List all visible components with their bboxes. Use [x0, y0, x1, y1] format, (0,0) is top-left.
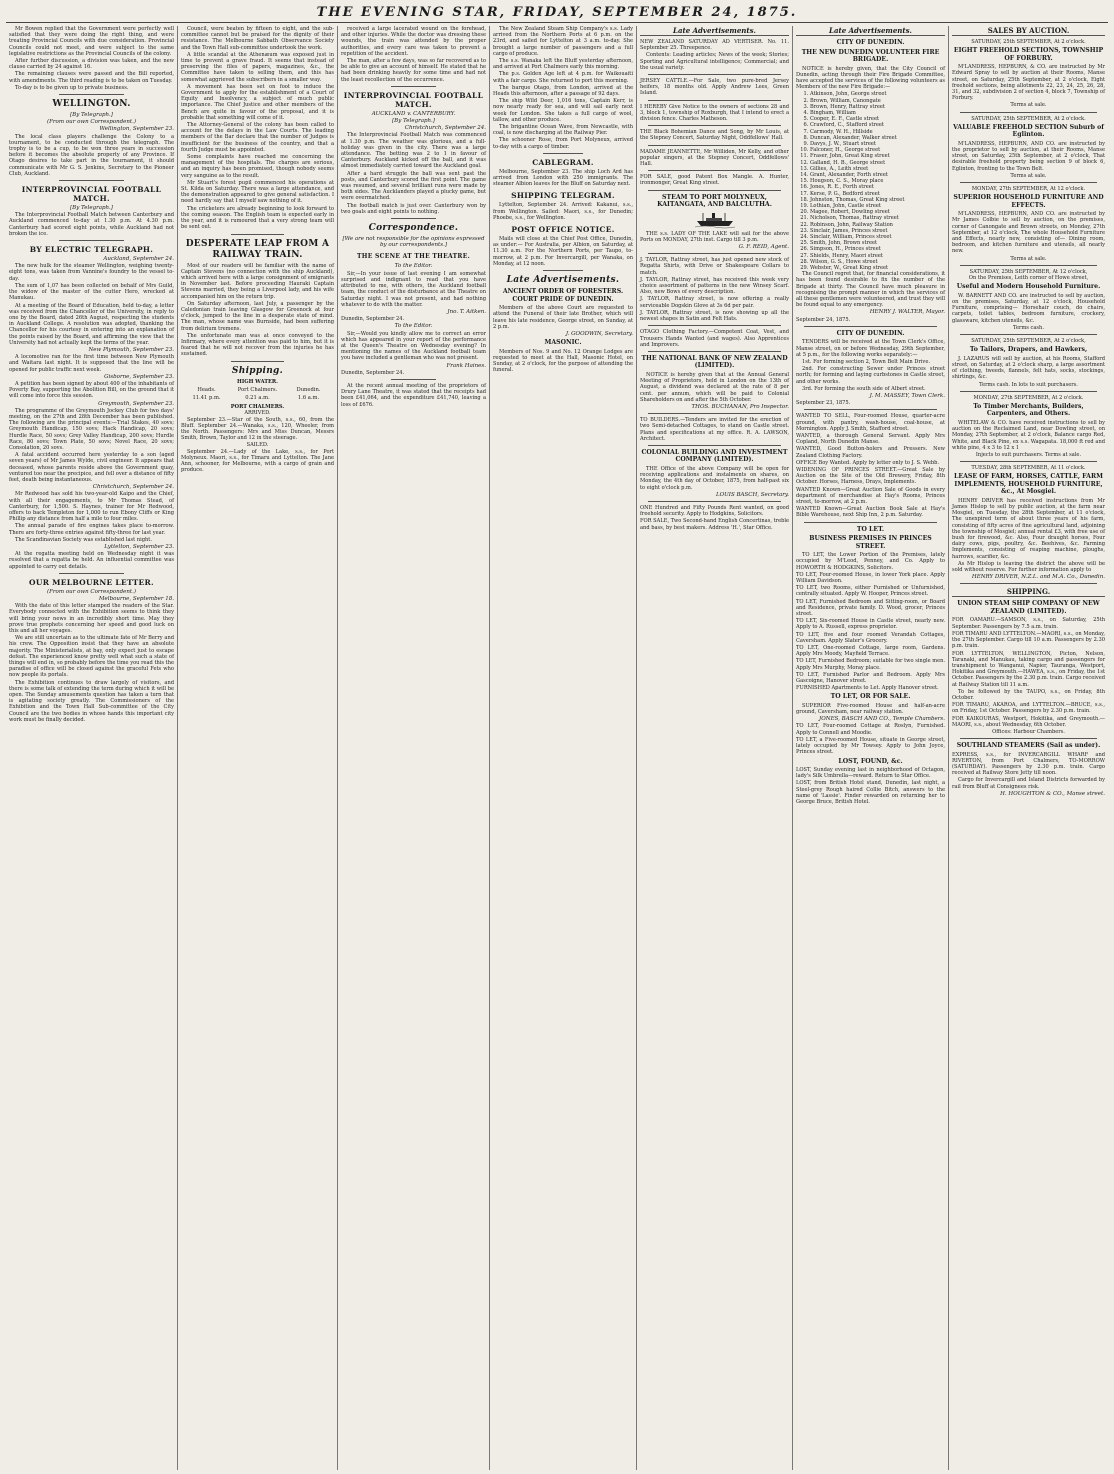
dateline: Gisborne, September 23. — [104, 373, 174, 380]
divider — [648, 501, 781, 502]
sale-terms: Terms at sale. — [1010, 172, 1047, 179]
article-text: Melbourne, September 23. The ship Loch Ard has arrived from London with 250 immigrants. The steamer Albion leaves for the Bluff on Saturday next. — [493, 168, 633, 188]
divider — [391, 218, 436, 219]
ad-text: TO LET, Furnished Parlor and Bedroom. Apply Mrs Gascoigne, Hanover street. — [796, 671, 945, 684]
article-text: The p.s. Golden Age left at 4 p.m. for Waikouaiti with a fair cargo. She returned to port this morning. — [493, 71, 633, 84]
ad-text: 1st. For forming section 2, Town Belt Main Drive. — [802, 358, 930, 365]
member-list-item: 3. Brown, Henry, Rattray street — [810, 104, 945, 110]
ad-text: WIDENING OF PRINCES STREET.—Great Sale by Auction on the Site of the Old Brewery, Friday, 8th October. Horses, Harness, Drays, Implements. — [796, 466, 945, 486]
article-text: A locomotive ran for the first time between New Plymouth and Waitara last night. It is supposed that the line will be opened for public traffic next week. — [9, 354, 174, 373]
divider — [804, 409, 937, 410]
ad-text: J. TAYLOR, Rattray street, has just opened new stock of Regatta Shirts, with Drive or Shakespeare Collars to match. — [640, 257, 789, 276]
article-text: The Interprovincial Football Match was commenced at 1.30 p.m. The weather was glorious, and a full-holiday was given in the city. There was a large attendance. The betting was 2 to 1 in favour of Canterbury. Auckland kicked off the ball, and it was almost immediately carried toward the Auckland goal. — [341, 132, 486, 170]
article-text: At a meeting of the Board of Education, held to-day, a letter was received from the Chancellor of the University, in reply to one by the Board, dated 26th August, respecting the students in Auckland College. A resolution was adopted, thanking the Chancellor for his courtesy in entering into an explanation of the points raised by the Board, and affirming the view that the University had not actually kept the terms of the year. — [9, 302, 174, 346]
section-heading: Late Advertisements. — [506, 275, 620, 286]
article-text: Sir,—In your issue of last evening I am somewhat surprised and indignant to read that you have attributed to me, with others, the Auckland football team, the conduct of the disturbance at the Theatre on Saturday night. I was not present, and had nothing whatever to do with the matter. — [341, 270, 486, 308]
sale-date: TUESDAY, 28th SEPTEMBER, At 11 o'clock. — [971, 465, 1086, 472]
ad-text: The Council regret that, for financial considerations, it has been found desirable to fix the number of the Brigade at thirty. The Council have much pleasure in recognising the prompt manner in which the services of all these gentlemen were volunteered, and trust they will be found equal to any emergency. — [796, 271, 945, 309]
sale-title: To Tailors, Drapers, and Hawkers, — [969, 346, 1088, 354]
ad-text: I HEREBY Give Notice to the owners of sections 28 and 3, block 1, township of Roxburgh, that I intend to erect a division fence. Charles Matheson. — [640, 103, 789, 123]
sale-title: LEASE OF FARM, HORSES, CATTLE, FARM IMPLEMENTS, HOUSEHOLD FURNITURE, &c., At Mosgiel. — [954, 473, 1103, 496]
ad-signature: JONES, BASCH AND CO., Temple Chambers. — [819, 716, 945, 723]
article-text: The remaining clauses were passed and the Bill reported, with amendments. The third reading is to be taken on Tuesday. — [9, 71, 174, 84]
member-list-item: 27. Shields, Henry, Maori street — [810, 253, 945, 259]
ad-text: ONE Hundred and Fifty Pounds Rent wanted, on good freehold security. Apply to Hodgkins, Solicitors. — [640, 504, 789, 518]
ad-text: FOR SALE, good Patent Box Mangle. A. Hunter, ironmonger, Great King street. — [640, 174, 789, 187]
article-text: The ship Wild Deer, 1,016 tons, Captain Kerr, is now nearly ready for sea, and will sail early next week for London. She takes a full cargo of wool, tallow, and other produce. — [493, 98, 633, 123]
offices-note: Offices: Harbour Chambers. — [992, 728, 1065, 735]
ad-text: TENDERS will be received at the Town Clerk's Office, Manse street, on or before Wednesday, 29th September, at 5 p.m., for the following works separately:— — [796, 339, 945, 358]
article-text: September 24.—Lady of the Lake, s.s., for Port Molyneux. Maori, s.s., for Timaru and Lyttelton. The Jane Ann, schooner, for Melbourne, with a cargo of grain and produce. — [181, 448, 334, 474]
article-text: Lyttelton, September 24. Arrived: Kakanui, s.s., from Wellington. Sailed: Maori, s.s., for Dunedin; Phoebe, s.s., for Wellington. — [493, 202, 633, 221]
ad-text: FOR TIMARU, AKAROA, and LYTTELTON.—BRUCE, s.s., on Friday, 1st October. Passengers by 2.30 p.m. train. — [952, 702, 1105, 715]
section-heading: POST OFFICE NOTICE. — [511, 225, 615, 235]
ad-text: J. TAYLOR, Rattray street, has received this week very choice assortment of patterns in the new Winsey Scarf. Also, new Bows of every description. — [640, 276, 789, 296]
sale-terms: Injects to suit purchasers. Terms at sale. — [975, 451, 1082, 458]
tide-head: Port Chalmers. — [237, 386, 278, 393]
newspaper-page — [6, 4, 1108, 1470]
dateline: Christchurch, September 24. — [92, 484, 174, 491]
divider — [648, 170, 781, 171]
divider — [648, 74, 781, 75]
divider — [960, 583, 1097, 584]
divider — [648, 190, 781, 191]
sale-date: SATURDAY, 25th SEPTEMBER, At 12 o'clock, — [969, 268, 1088, 275]
ad-signature: J. M. MASSEY, Town Clerk. — [869, 392, 945, 399]
divider — [648, 325, 781, 326]
divider — [543, 270, 583, 271]
article-text: The cricketers are already beginning to look forward to the coming season. The English team is expected early in the year, and it is rumoured that a very strong team will be sent out. — [181, 205, 334, 231]
ad-heading: UNION STEAM SHIP COMPANY OF NEW ZEALAND (LIMITED). — [957, 600, 1100, 615]
high-water-heading: HIGH WATER. — [237, 378, 278, 385]
ad-date: September 24, 1875. — [796, 316, 851, 323]
column-heading: SHIPPING. — [952, 587, 1105, 597]
column-7 — [948, 26, 1108, 1470]
article-text: September 23.—Star of the South, s.s., 60, from the Bluff. September 24.—Wanaka, s.s., 120, Wheeler, from the North. Passengers: Mrs and Miss Duncan, Messrs Smith, Brown, Taylor and 12 in the steerage. — [181, 416, 334, 442]
section-heading: OUR MELBOURNE LETTER. — [29, 577, 154, 587]
column-2 — [177, 26, 337, 1470]
byline: [By Telegraph.] — [392, 118, 435, 125]
ad-signature: J. GOODWIN, Secretary. — [565, 330, 633, 337]
divider — [960, 112, 1097, 113]
ad-text: THE Office of the above Company will be open for receiving applications and instalments on shares, on Monday, the 4th day of October, 1875, from half-past six to eight o'clock p.m. — [640, 465, 789, 491]
ad-text: TO LET, five and four roomed Verandah Cottages, Caversham. Apply Slater's Grocery. — [796, 631, 945, 644]
ad-text: WANTED, a thorough General Servant. Apply Mrs Copland, North Dunedin Manse. — [796, 432, 945, 446]
section-heading: WELLINGTON. — [52, 99, 131, 110]
ad-signature: G. F. REID, Agent. — [738, 244, 789, 251]
divider — [648, 445, 781, 446]
member-list-item: 20. Magee, Robert, Dowling street — [810, 209, 945, 215]
ad-text: 3rd. For forming the south side of Albert street. — [802, 385, 926, 392]
ad-heading: THE NEW DUNEDIN VOLUNTEER FIRE BRIGADE. — [801, 48, 940, 63]
ad-text: WANTED Known—Great Auction Sale of Goods in every department of merchandise at Hay's Rooms, Princes street, to-morrow, at 2 p.m. — [796, 486, 945, 505]
divider — [648, 253, 781, 254]
ad-text: WANTED, Good Button-holers and Pressers. New Zealand Clothing Factory. — [796, 446, 945, 459]
column-heading: SALES BY AUCTION. — [952, 26, 1105, 36]
article-text: Council, were beaten by fifteen to eight, and the sub-committee cannot but be praised for the dignity of their resistance. The Melbourne Sabbath Observance Society and the Town Hall sub-committee undertook the work. — [181, 26, 334, 51]
divider — [391, 86, 436, 87]
ad-heading: ANCIENT ORDER OF FORESTERS. COURT PRIDE OF DUNEDIN. — [502, 288, 624, 303]
ad-signature: LOUIS BASCH, Secretary. — [716, 491, 789, 498]
member-list-item: 9. Davys, J. W., Stuart street — [810, 141, 945, 147]
ad-heading: SOUTHLAND STEAMERS (Sail as under). — [956, 742, 1101, 750]
divider — [648, 100, 781, 101]
tide-head: Dunedin. — [296, 386, 321, 393]
member-list-item: 26. Simpson, H., Princes street — [810, 246, 945, 252]
column-heading: Late Advertisements. — [796, 26, 945, 36]
sale-date: SATURDAY, 25th SEPTEMBER, At 2 o'clock. — [971, 115, 1086, 122]
divider — [648, 125, 781, 126]
ad-text: Members of the above Court are requested to attend the Funeral of their late Brother, which will leave his late residence, George street, on Sunday, at 2 p.m. — [493, 305, 633, 330]
byline: (From our own Correspondent.) — [46, 119, 137, 126]
article-text: The Interprovincial Football Match between Canterbury and Auckland commenced to-day at 1.30 p.m. At 4.30 p.m. Canterbury had scored eight points, while Auckland had not broken the ice. — [9, 212, 174, 237]
tide-table-header — [181, 387, 334, 393]
ad-heading: LOST, FOUND, &c. — [838, 757, 903, 765]
divider — [59, 180, 124, 181]
dateline: Christchurch, September 24. — [404, 125, 486, 132]
member-list-item: 22. Robinson, John, Railway Station — [810, 222, 945, 228]
ad-signature: H. HOUGHTON & CO., Manse street. — [1000, 790, 1105, 797]
member-list-item: 2. Brown, William, Canongate — [810, 98, 945, 104]
article-text: The brigantine Ocean Wave, from Newcastle, with coal, is now discharging at the Railway Pier. — [493, 124, 633, 137]
article-text: Mr Redwood has sold his two-year-old Kaipo and the Chief, with all their engagements, to Mr Thomas Stead, of Canterbury, for 1,500. S. Haynes, trainer for Mr Redwood, offers to back Templeton for 1,000 to run Ebony Cliffs or King Phillip any distance from half a mile to four miles. — [9, 491, 174, 523]
sale-date: MONDAY, 27th SEPTEMBER, At 2 o'clock. — [973, 394, 1084, 401]
article-text: The Scandinavian Society was established last night. — [15, 536, 152, 543]
ad-text: FURNISHED Apartments to Let. Apply Hanover street. — [796, 685, 939, 692]
sale-text: As Mr Hislop is leaving the district the above will be sold without reserve. For further information apply to — [952, 560, 1105, 574]
divider — [804, 326, 937, 327]
ad-text: FOR TIMARU AND LYTTELTON.—MAORI, s.s., on Monday, the 27th September. Cargo till 10 a.m. Passengers by 2.30 p.m. train. — [952, 630, 1105, 650]
article-text: Mails will close at the Chief Post Office, Dunedin, as under:— For Australia, per Albion, on Saturday, at 11.30 a.m. For the Northern Ports, per Taupo, to-morrow, at 2 p.m. For Invercargill, per Wanaka, on Monday, at 12 noon. — [493, 236, 633, 267]
divider — [804, 522, 937, 523]
sale-text: M'LANDRESS, HEPBURN, AND CO. are instructed by the proprietor to sell by auction, at their Rooms, Manse street, on Saturday, 25th September, at 2 o'clock, That desirable freehold property being section 9 of block 6, Eglinton, fronting to the Town Belt. — [952, 140, 1105, 172]
column-5 — [636, 26, 792, 1470]
article-text: To-day is to be given up to private business. — [15, 84, 129, 91]
ad-text: NOTICE is hereby given that at the Annual General Meeting of Proprietors, held in London on the 13th of August, a dividend was declared at the rate of 8 per cent. per annum, which will be paid to Colonial Shareholders on and after the 5th October. — [640, 371, 789, 403]
ad-date: September 23, 1875. — [796, 400, 851, 407]
member-list-item: 16. Jones, R. E., Forth street — [810, 184, 945, 190]
section-heading: INTERPROVINCIAL FOOTBALL MATCH. — [343, 90, 484, 109]
dateline: Lyttelton, September 23. — [104, 544, 174, 551]
letter-signature: Frank Haines. — [446, 362, 486, 369]
ad-text: EXPRESS, s.s., for INVERCARGILL WHARF and RIVERTON, from Port Chalmers, TO-MORROW (SATURDAY). Passengers by 2.30 p.m. train. Cargo received at Railway Store Jetty till noon. — [952, 751, 1105, 777]
article-text: The annual parade of fire engines takes place to-morrow. There are forty-three entries against fifty-three for last year. — [9, 523, 174, 536]
column-6 — [792, 26, 948, 1470]
article-text: After further discussion, a division was taken, and the new clause carried by 24 against 16. — [9, 58, 174, 71]
divider — [960, 334, 1097, 335]
ad-text: FOR LYTTELTON, WELLINGTON, Picton, Nelson, Taranaki, and Manukau, taking cargo and passengers for transhipment to Wanganui, Napier, Tauranga, Westport, Hokitika and Greymouth.—HAWEA, s.s., on Friday, the 1st October. Passengers by the 2.30 p.m. train. Cargo received at Railway Station till 11 a.m. — [952, 650, 1105, 688]
ad-text: Members of Nos. 9 and No. 12 Orange Lodges are requested to meet at the Hall, Masonic Hotel, on Sunday, at 2 o'clock, for the purpose of attending the funeral. — [493, 348, 633, 374]
column-1 — [6, 26, 177, 1470]
sale-text: J. LAZARUS will sell by auction, at his Rooms, Stafford street, on Saturday, at 2 o'clock sharp, a large assortment of clothing, tweeds, flannels, felt hats, socks, stockings, shirtings, &c. — [952, 355, 1105, 381]
columns — [6, 26, 1108, 1470]
tide-time: 0.21 a.m. — [245, 394, 270, 401]
article-text: Mr Bowen replied that the Government were perfectly well satisfied that they were doing the right thing, and were treating Provincial Councils with due consideration. Provincial Councils could not meet, and were subject to the same legislative restrictions as the Provincial Councils of the colony. — [9, 26, 174, 57]
ad-signature: HENRY J. WALTER, Mayor. — [869, 309, 945, 316]
sale-date: SATURDAY, 25th SEPTEMBER, At 2 o'clock. — [971, 39, 1086, 45]
article-text: A movement has been set on foot to induce the Government to apply for the establishment of a Court of Equity and Insolvency, a subject of much public importance. The Chief Justice and other members of the Bench are quite in favour of the proposal, and it is probable that something will come of it. — [181, 83, 334, 121]
tide-head: Heads. — [197, 386, 216, 393]
article-text: received a large lacerated wound on the forehead, and other injuries. While the doctor was dressing these wounds, the train was attended by the proper authorities, and every care was taken to prevent a repetition of the accident. — [341, 26, 486, 57]
divider — [543, 153, 583, 154]
ad-text: TO LET, two Rooms, either Furnished or Unfurnished, centrally situated. Apply W. Hooper, Princes street. — [796, 585, 945, 598]
member-list-item: 11. Fraser, John, Great King street — [810, 153, 945, 159]
section-heading: DESPERATE LEAP FROM A RAILWAY TRAIN. — [185, 238, 330, 260]
member-list-item: 28. Wilson, G. S., Howe street — [810, 259, 945, 265]
article-text: The new hulk for the steamer Wellington, weighing twenty-eight tons, was taken from Vannine's foundry to the vessel to-day. — [9, 263, 174, 282]
dateline: Greymouth, September 23. — [98, 400, 174, 407]
ad-text: TO LET, Six-roomed House in Castle street, nearly new. Apply to A. Russell, express proprietor. — [796, 618, 945, 631]
ad-text: LOST, Sunday evening last in neighborhood of Octagon, lady's Silk Umbrella—reward. Return to Star Office. — [796, 767, 945, 780]
ad-text: 2nd. For constructing Sewer under Princes street north; for forming and laying curbstones in Castle street, and other works. — [796, 366, 945, 385]
letter-date: Dunedin, September 24. — [341, 316, 405, 323]
article-text: A petition has been signed by about 400 of the inhabitants of Poverty Bay, supporting the Abolition Bill, on the ground that it will come into force this session. — [9, 380, 174, 400]
member-list-item: 4. Bingham, William — [810, 110, 945, 116]
sale-text: M'LANDRESS, HEPBURN, AND CO. are instructed by Mr James Colbie to sell by auction, on the premises, corner of Canongate and Brown streets, on Monday, 27th September, at 12 o'clock, The whole Household Furniture and Effects, nearly new, consisting of— Dining room, bedroom, and kitchen furniture and utensils, all nearly new. — [952, 211, 1105, 255]
article-text: The unfortunate man was at once conveyed to the Infirmary, where every attention was paid to him, but it is feared that he will not recover from the injuries he has sustained. — [181, 332, 334, 358]
tide-time: 1.6 a.m. — [297, 394, 320, 401]
sale-terms: Terms at sale. — [1010, 255, 1047, 262]
dateline: Wellington, September 23. — [99, 126, 174, 133]
column-4 — [489, 26, 636, 1470]
member-list-item: 7. Carmody, W. H., Hillside — [810, 129, 945, 135]
member-list-item: 19. Lothian, John, Castle street — [810, 203, 945, 209]
divider — [960, 265, 1097, 266]
divider — [648, 145, 781, 146]
ad-heading: CITY OF DUNEDIN. — [836, 329, 905, 337]
ad-text: NOTICE is hereby given, that the City Council of Dunedin, acting through their Fire Brigade Committee, have accepted the services of the following volunteers as Members of the new Fire Brigade:— — [796, 65, 945, 91]
ad-heading: TO LET, OR FOR SALE. — [830, 693, 911, 701]
member-list-item: 25. Smith, John, Brown street — [810, 240, 945, 246]
editor-note: [We are not responsible for the opinions expressed by our correspondents.] — [342, 236, 485, 249]
ad-heading: CITY OF DUNEDIN. — [836, 39, 905, 46]
ad-text: FOR OAMARU.—SAMSON, s.s., on Saturday, 25th September. Passengers by 7.5 a.m. train. — [952, 617, 1105, 630]
ad-text: TO BUILDERS.—Tenders are invited for the erection of two Semi-detached Cottages, to stand on Castle street. Plans and specifications at my office. R. A. LAWSON, Architect. — [640, 417, 789, 442]
ad-text: FOR KAIKOURAS, Westport, Hokitika, and Greymouth.—MAORI, s.s., about Wednesday, 6th October. — [952, 715, 1105, 728]
article-text: The schooner Rose, from Port Molyneux, arrived to-day with a cargo of timber. — [493, 137, 633, 150]
ad-heading: TO LET. — [856, 525, 885, 533]
sale-terms: Terms cash. — [1013, 324, 1044, 331]
member-list-item: 14. Grant, Alexander, Forth street — [810, 172, 945, 178]
tide-time: 11.41 p.m. — [192, 394, 221, 401]
article-text: Some complaints have reached me concerning the management of the hospitals. The charges are serious, and an inquiry has been promised, though nobody seems very sanguine as to the result. — [181, 154, 334, 179]
byline: [By Telegraph.] — [70, 112, 113, 119]
column-3 — [337, 26, 489, 1470]
article-text: The barque Otago, from London, arrived at the Heads this afternoon, after a passage of 92 days. — [493, 84, 633, 98]
byline: [By Telegraph.] — [70, 205, 113, 212]
ad-text: Contents: Leading articles; News of the week; Stories; Sporting and Agricultural intelligence; Commercial; and the usual variety. — [640, 52, 789, 71]
article-text: A fatal accident occurred here yesterday to a son (aged seven years) of Mr James Wylde, civil engineer. It appears that deceased, whose parents reside above the Government quay, ventured too near the precipice, and fell over a distance of fifty feet, death being instantaneous. — [9, 452, 174, 483]
ad-text: Cargo for Invercargill and Island Districts forwarded by rail from Bluff at Consignees risk. — [952, 777, 1105, 790]
ad-text: TO LET, a Five-roomed House, situate in George street, lately occupied by Mr Towsey. Apply to John Joyce, Princes street. — [796, 736, 945, 756]
sale-terms: Terms at sale. — [1010, 102, 1047, 109]
article-text: The s.s. Wanaka left the Bluff yesterday afternoon, and arrived at Port Chalmers early this morning. — [493, 58, 633, 71]
article-text: After a hard struggle the ball was sent past the posts, and Canterbury scored the first point. The game was resumed, and several brilliant runs were made by both sides. The Aucklanders played a plucky game, but were overmatched. — [341, 170, 486, 202]
section-heading: Shipping. — [231, 365, 284, 376]
divider — [960, 391, 1097, 392]
divider — [391, 379, 436, 380]
members-list — [796, 91, 945, 271]
section-heading: CABLEGRAM. — [532, 157, 594, 167]
ad-text: TO LET, Four-roomed House, in lower York place. Apply William Davidson. — [796, 571, 945, 584]
member-list-item: 5. Cooper, E. F., Castle street — [810, 116, 945, 122]
ad-text: TO LET, Furnished Bedroom; suitable for two single men. Apply Mrs Murphy, Moray place. — [796, 658, 945, 671]
section-heading: INTERPROVINCIAL FOOTBALL MATCH. — [21, 185, 162, 204]
divider — [231, 361, 284, 362]
ad-text: WANTED Known—Great Auction Book Sale at Hay's Bible Warehouse, next Ship Inn, 2 p.m. Saturday. — [796, 506, 945, 519]
sale-title: Useful and Modern Household Furniture. — [956, 283, 1101, 291]
ad-heading: THE NATIONAL BANK OF NEW ZEALAND (LIMITED). — [641, 354, 788, 370]
letter-date: Dunedin, September 24. — [341, 369, 405, 376]
sailed-heading: SAILED. — [246, 442, 269, 449]
letter-to: To the Editor. — [394, 263, 433, 270]
ad-text: TO LET, Furnished Bedroom and Sitting-room, or Board and Residence, private family. D. Wood, grocer, Princes street. — [796, 598, 945, 617]
divider — [960, 461, 1097, 462]
divider — [59, 573, 124, 574]
ad-signature: THOS. BUCHANAN, Pro Inspector. — [691, 403, 789, 410]
divider — [59, 240, 124, 241]
letter-signature: Jno. T. Aitken. — [447, 308, 486, 315]
dateline: Melbourne, September 18. — [98, 596, 174, 603]
ad-text: To be followed by the TAUPO, s.s., on Friday, 8th October. — [952, 688, 1105, 701]
sale-text: WHITELAW & CO. have received instructions to sell by auction on the Reclaimed Land, near Dowling street, on Monday, 27th September, at 2 o'clock, Balance cargo Red, White, and Black Pine, ex s.s. Wagapata. 18,000 ft red and white pine, 4 x 3 to 12 x 1 — [952, 419, 1105, 451]
ad-text: J. TAYLOR, Rattray street, is now offering a really serviceable Dogskin Glove at 3s 6d per pair. — [640, 296, 789, 309]
member-list-item: 8. Duncan, Alexander, Walker street — [810, 135, 945, 141]
tide-table-row — [181, 395, 334, 401]
member-list-item: 10. Falconer, H., George street — [810, 147, 945, 153]
divider — [648, 413, 781, 414]
member-list-item: 12. Galland, H. B., George street — [810, 160, 945, 166]
member-list-item: 6. Crawford, C., Stafford street — [810, 122, 945, 128]
member-list-item: 18. Johnston, Thomas, Great King street — [810, 197, 945, 203]
sale-location: On the Premises, Leith corner of Howe street, — [968, 275, 1089, 282]
ad-text: TO LET, Four-roomed Cottage at Roslyn, Furnished. Apply to Connell and Moodie. — [796, 723, 945, 736]
article-text: At the recent annual meeting of the proprietors of Drury Lane Theatre, it was stated that the receipts had been £41,064, and the expenditure £41,740, leaving a loss of £676. — [341, 382, 486, 408]
ad-heading: STEAM TO PORT MOLYNEUX, KAITANGATA, AND BALCLUTHA. — [657, 193, 772, 209]
section-heading: BY ELECTRIC TELEGRAPH. — [29, 245, 154, 255]
article-text: With the date of this letter stamped the readers of the Star. Everybody connected with the Exhibition seems to think they will bring your news in an incredibly short time. May they prove true prophets concerning her speed and good luck on this and all her voyages. — [9, 603, 174, 635]
divider — [59, 94, 124, 95]
member-list-item: 17. Kerse, P. G., Bedford street — [810, 191, 945, 197]
ad-heading: COLONIAL BUILDING AND INVESTMENT COMPANY (LIMITED). — [641, 448, 788, 464]
article-text: The Exhibition continues to draw largely of visitors, and there is some talk of extending the term during which it will be open. The Sunday amusements question has taken a turn that is agitating society greatly. The Commissioners of the Exhibition and the Town Hall Sub-committee of the City Council are the two bodies in whose hands this important city work must be finally decided. — [9, 679, 174, 723]
member-list-item: 15. Hougson, C. S., Moray place — [810, 178, 945, 184]
section-heading: SHIPPING TELEGRAM. — [511, 191, 615, 201]
member-list-item: 29. Webster, W., Great King street — [810, 265, 945, 271]
sale-title: EIGHT FREEHOLD SECTIONS, TOWNSHIP OF FORBURY. — [953, 47, 1104, 62]
article-text: The New Zealand Steam Ship Company's s.s. Lady arrived from the Northern Ports at 6 p.m. on the 23rd, and sailed for Lyttelton at 3 a.m. to-day. She brought a large number of passengers and a full cargo of produce. — [493, 26, 633, 57]
divider — [648, 351, 781, 352]
article-text: A little scandal at the Athenæum was exposed just in time to prevent a grave fraud. It seems that instead of preserving the files of papers, magazines, &c., the Committee have taken to selling them, and this has somewhat aggrieved the subscribers in a smaller way. — [181, 51, 334, 83]
sale-title: VALUABLE FREEHOLD SECTION Suburb of Eglinton. — [953, 123, 1104, 139]
article-text: Mr Stuart's forest pupil commenced his operations at St. Kilda on Saturday. There was a large attendance, and the demonstration appeared to give general satisfaction. I need hardly say that I myself saw nothing of it. — [181, 179, 334, 205]
article-text: The sum of 1,07 has been collected on behalf of Mrs Guild, the widow of the master of the cutter Hero, wrecked at Manukau. — [9, 282, 174, 302]
divider — [231, 234, 284, 235]
article-text: At the regatta meeting held on Wednesday night it was resolved that a regatta be held. An influential committee was appointed to carry out details. — [9, 551, 174, 570]
ad-text: JERSEY CATTLE.—For Sale, two pure-bred Jersey heifers, 18 months old. Apply Andrew Lees, Green Island. — [640, 78, 789, 97]
article-text: The man, after a few days, was so far recovered as to be able to give an account of himself. He stated that he had been drinking heavily for some time and had not the least recollection of the occurrence. — [341, 58, 486, 83]
ad-text: J. TAYLOR, Rattray street, is now showing up all the newest shapes in Satin and Felt Hats. — [640, 309, 789, 323]
article-text: The Attorney-General of the colony has been called to account for the delays in the Law Courts. The leading members of the Bar declare that the number of Judges is insufficient for the business of the country, and that a fourth Judge must be appointed. — [181, 122, 334, 153]
article-text: The programme of the Greymouth Jockey Club for two days' meeting, on the 27th and 28th December has been published. The following are the principal events:—Trial Stakes, 40 sovs; Greymouth Handicap, 150 sovs; Hack Handicap, 20 sovs; Hurdle Race, 50 sovs; Grey Valley Handicap, 200 sovs; Hurdle Race, 80 sovs; Town Plate, 50 sovs; Novel Race, 20 sovs; Consolation, 20 sovs. — [9, 407, 174, 451]
sale-signature: HENRY DRIVER, N.Z.L. and M.A. Co., Dunedin. — [971, 574, 1105, 581]
ad-text: SUPERIOR Five-roomed House and half-an-acre ground, Caversham, near railway station. — [796, 702, 945, 716]
ad-text: WANTED TO SELL, Four-roomed House, quarter-acre ground, with pantry, wash-house, coal-house, at Mornington. Apply J. Smith, Stafford street. — [796, 413, 945, 432]
sale-terms: Terms cash. In lots to suit purchasers. — [979, 381, 1078, 388]
ad-heading: BUSINESS PREMISES IN PRINCES STREET. — [809, 535, 932, 550]
letter-heading: THE SCENE AT THE THEATRE. — [357, 253, 470, 261]
port-heading: PORT CHALMERS. — [230, 404, 285, 411]
dateline: New Plymouth, September 23. — [88, 346, 174, 353]
member-list-item: 13. Gillies, A., Leith street — [810, 166, 945, 172]
ad-text: OFFICE Boy Wanted. Apply by letter only to J. S. Webb. — [796, 459, 939, 466]
sale-date: MONDAY, 27th SEPTEMBER, At 12 o'clock. — [971, 186, 1086, 193]
article-text: The local class players challenge the Colony to a tournament, to be conducted through the telegraph. The trophy is to be a cup, to be won three years in succession before it becomes the absolute property of any Province. If Otago desires to take part in the tournament, it should communicate with Mr G. S. Jenkins, Secretary to the Pioneer Club, Auckland. — [9, 133, 174, 177]
ad-text: THE Black Bohemian Dance and Song, by Mr Louis, at the Stepney Concert, Saturday Night, Oddfellows' Hall. — [640, 129, 789, 142]
article-text: On Saturday afternoon, last July, a passenger by the Caledonian train leaving Glasgow for Greenock at four o'clock, jumped to the line in a desperate state of mind. The man, whose name was Burnside, had been suffering from delirium tremens. — [181, 300, 334, 332]
sale-text: HENRY DRIVER has received instructions from Mr James Hislop to sell by public auction, at the farm near Mosgiel, on Tuesday, the 28th September, at 11 o'clock, The unexpired term of about three years of his farm, consisting of fifty acres of fine agricultural land, adjoining the township of Mosgiel; annual rental £3, with free use of bush for firewood, &c. Also, Four draught horses, Four dairy cows, pigs, poultry, &c. Beehives, &c. Farming Implements, consisting of reaping machine, ploughs, harrows, scarifier, &c. — [952, 497, 1105, 560]
steamship-icon — [695, 211, 735, 229]
ad-text: THE s.s. LADY OF THE LAKE will sail for the above Ports on MONDAY, 27th inst. Cargo till 3 p.m. — [640, 230, 789, 243]
ad-text: OTAGO Clothing Factory.—Competent Coat, Vest, and Trousers Hands Wanted (and wages). Also Apprentices and Improvers. — [640, 329, 789, 348]
ad-text: TO LET, the Lower Portion of the Premises, lately occupied by M'Leod, Penney, and Co. Apply to HOWORTH & HODGKINS, Solicitors. — [796, 552, 945, 571]
ad-text: MADAME JEANNETTE, Mr Williden, Mr Kelly, and other popular singers, at the Stepney Concert, Oddfellows' Hall. — [640, 148, 789, 168]
sale-text: M'LANDRESS, HEPBURN, & CO. are instructed by Mr Edward Spray to sell by auction at their Rooms, Manse street, on Saturday, 25th September, at 2 o'clock, Eight freehold sections, being allotments 22, 23, 24, 25, 26, 28, 31, and 32, subdivision 2 of section 4, block 7, Township of Forbury. — [952, 64, 1105, 102]
divider — [960, 738, 1097, 739]
article-text: Most of our readers will be familiar with the name of Captain Stevens (no connection with the ship Auckland), which arrived here with a large consignment of emigrants in November last. Before proceeding Hauraki Captain Stevens married, they being a Liverpool lady, and his wife accompanied him on the return trip. — [181, 262, 334, 300]
letter-to: To the Editor. — [394, 323, 433, 330]
sale-title: SUPERIOR HOUSEHOLD FURNITURE AND EFFECTS. — [953, 194, 1104, 209]
ad-text: FOR SALE, Two Second-hand English Concertinas, treble and bass, by best makers. Address 'H.', Star Office. — [640, 518, 789, 531]
sale-text: W. BARNETT AND CO. are instructed to sell by auction, on the premises, Saturday, at 12 o'clock, Household Furniture, comprising— Horsehair couch, do chairs, carpets, toilet tables, bedroom furniture, crockery, glassware, kitchen utensils, &c. — [952, 292, 1105, 324]
sale-date: SATURDAY, 25th SEPTEMBER, At 2 o'clock, — [971, 338, 1086, 344]
member-list-item: 23. Sinclair, James, Princes street — [810, 228, 945, 234]
ad-text: LOST, from British Hotel stand, Dunedin, last night, a Steel-grey Rough haired Collie Bitch, answers to the name of 'Lassie'. Finder rewarded on returning her to George Bruce, British Hotel. — [796, 780, 945, 806]
article-text: The football match is just over. Canterbury won by two goals and eight points to nothing. — [341, 202, 486, 215]
member-list-item: 21. Nicholson, Thomas, Rattray street — [810, 215, 945, 221]
byline: (From our own Correspondent.) — [46, 588, 137, 595]
dateline: Auckland, September 24. — [103, 256, 174, 263]
ad-heading: MASONIC. — [544, 339, 582, 347]
section-heading: Correspondence. — [368, 223, 459, 234]
column-heading: Late Advertisements. — [640, 26, 789, 36]
sale-title: To Timber Merchants, Builders, Carpenters, and Others. — [973, 402, 1084, 418]
member-list-item: 24. Sinclair, William, Princes street — [810, 234, 945, 240]
ad-text: NEW ZEALAND SATURDAY AD VERTISER. No. 11. September 25. Threepence. — [640, 39, 789, 52]
member-list-item: 1. Atkinson, John, George street — [810, 91, 945, 97]
ad-text: TO LET, One-roomed Cottage, large room, Gardens. Apply Mrs Moody, Mayfield Terrace. — [796, 644, 945, 658]
divider — [960, 182, 1097, 183]
subheading: AUCKLAND v. CANTERBURY. — [371, 110, 456, 117]
arrived-heading: ARRIVED. — [244, 410, 271, 417]
masthead: THE EVENING STAR, FRIDAY, SEPTEMBER 24, 1875. — [6, 4, 1108, 23]
article-text: Sir,—Would you kindly allow me to correct an error which has appeared in your report of the performance at the Queen's Theatre on Wednesday evening? In mentioning the names of the Auckland football team you have included a gentleman who was not present. — [341, 330, 486, 362]
article-text: We are still uncertain as to the ultimate fate of Mr Berry and his crew. The Opposition insist that they have an absolute majority. The Ministerialists, at bay, only expect just to escape defeat. The experienced know pretty well what such a state of things will end in, so probably before the time you read this the paradise of office will be closed against the graceful Fets who now people its portals. — [9, 635, 174, 679]
